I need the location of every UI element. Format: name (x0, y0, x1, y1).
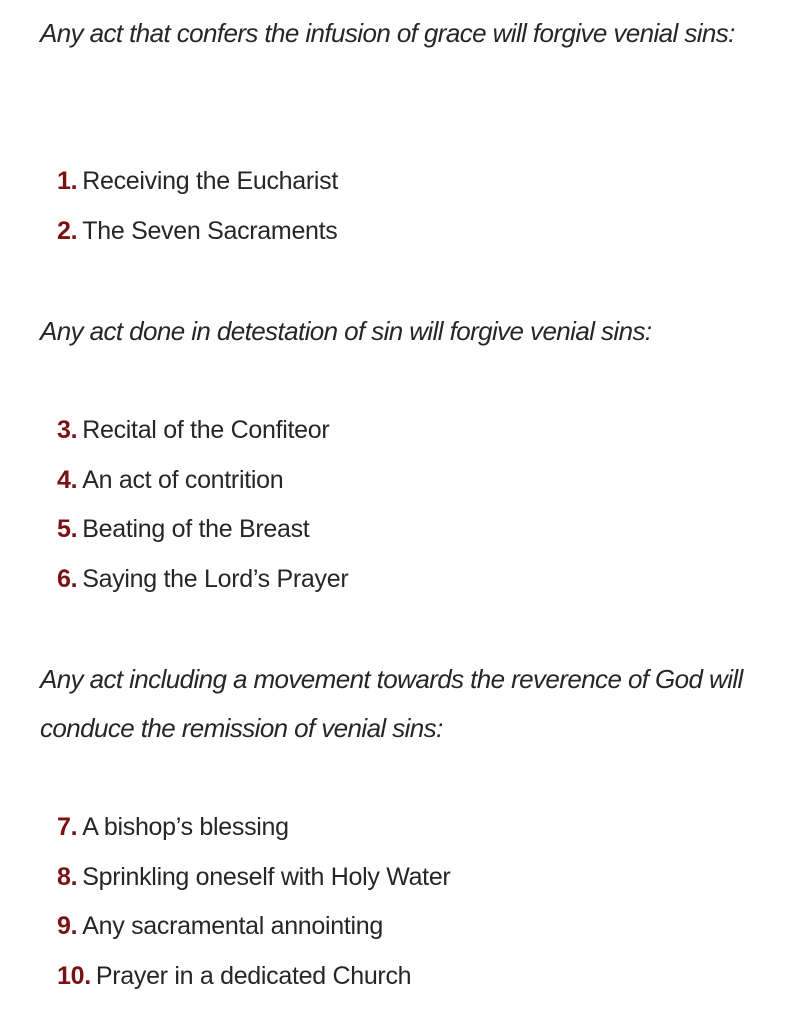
item-text: Recital of the Confiteor (82, 416, 330, 444)
item-text: Prayer in a dedicated Church (95, 962, 412, 991)
item-text: Any sacramental annointing (82, 912, 383, 941)
item-text: Saying the Lord’s Prayer (82, 565, 349, 594)
list-item (57, 157, 338, 207)
item-number: 4. (57, 465, 78, 494)
section-reverence (40, 655, 760, 753)
section-intro: Any act done in detestation of sin will forgive venial sins: (40, 316, 652, 346)
numbered-list (57, 803, 450, 1002)
numbered-list (57, 157, 338, 256)
list-item (57, 207, 338, 257)
list-item (57, 853, 450, 903)
section-intro: Any act that confers the infusion of grace will forgive venial sins: (40, 18, 735, 48)
list-item (57, 456, 348, 506)
item-number: 10. (57, 962, 91, 991)
list-item (57, 555, 348, 605)
item-number: 5. (57, 515, 78, 544)
item-number: 9. (57, 912, 78, 941)
list-item (57, 902, 450, 952)
item-text: A bishop’s blessing (82, 813, 289, 841)
item-text: Sprinkling oneself with Holy Water (82, 862, 451, 891)
list-item (57, 952, 450, 1002)
section-detestation (40, 307, 760, 356)
item-number: 1. (57, 167, 78, 195)
item-text: Receiving the Eucharist (82, 167, 338, 195)
item-number: 3. (57, 416, 78, 444)
item-number: 7. (57, 813, 78, 841)
item-number: 8. (57, 862, 78, 891)
list-item (57, 803, 450, 853)
item-text: An act of contrition (82, 465, 284, 494)
section-intro: Any act including a movement towards the reverence of God will conduce the remission of venial sins: (40, 664, 743, 743)
list-item (57, 505, 348, 555)
item-text: Beating of the Breast (82, 515, 310, 544)
item-text: The Seven Sacraments (82, 216, 338, 245)
item-number: 6. (57, 565, 78, 594)
item-number: 2. (57, 216, 78, 245)
numbered-list (57, 406, 348, 605)
section-grace (40, 9, 760, 58)
list-item (57, 406, 348, 456)
